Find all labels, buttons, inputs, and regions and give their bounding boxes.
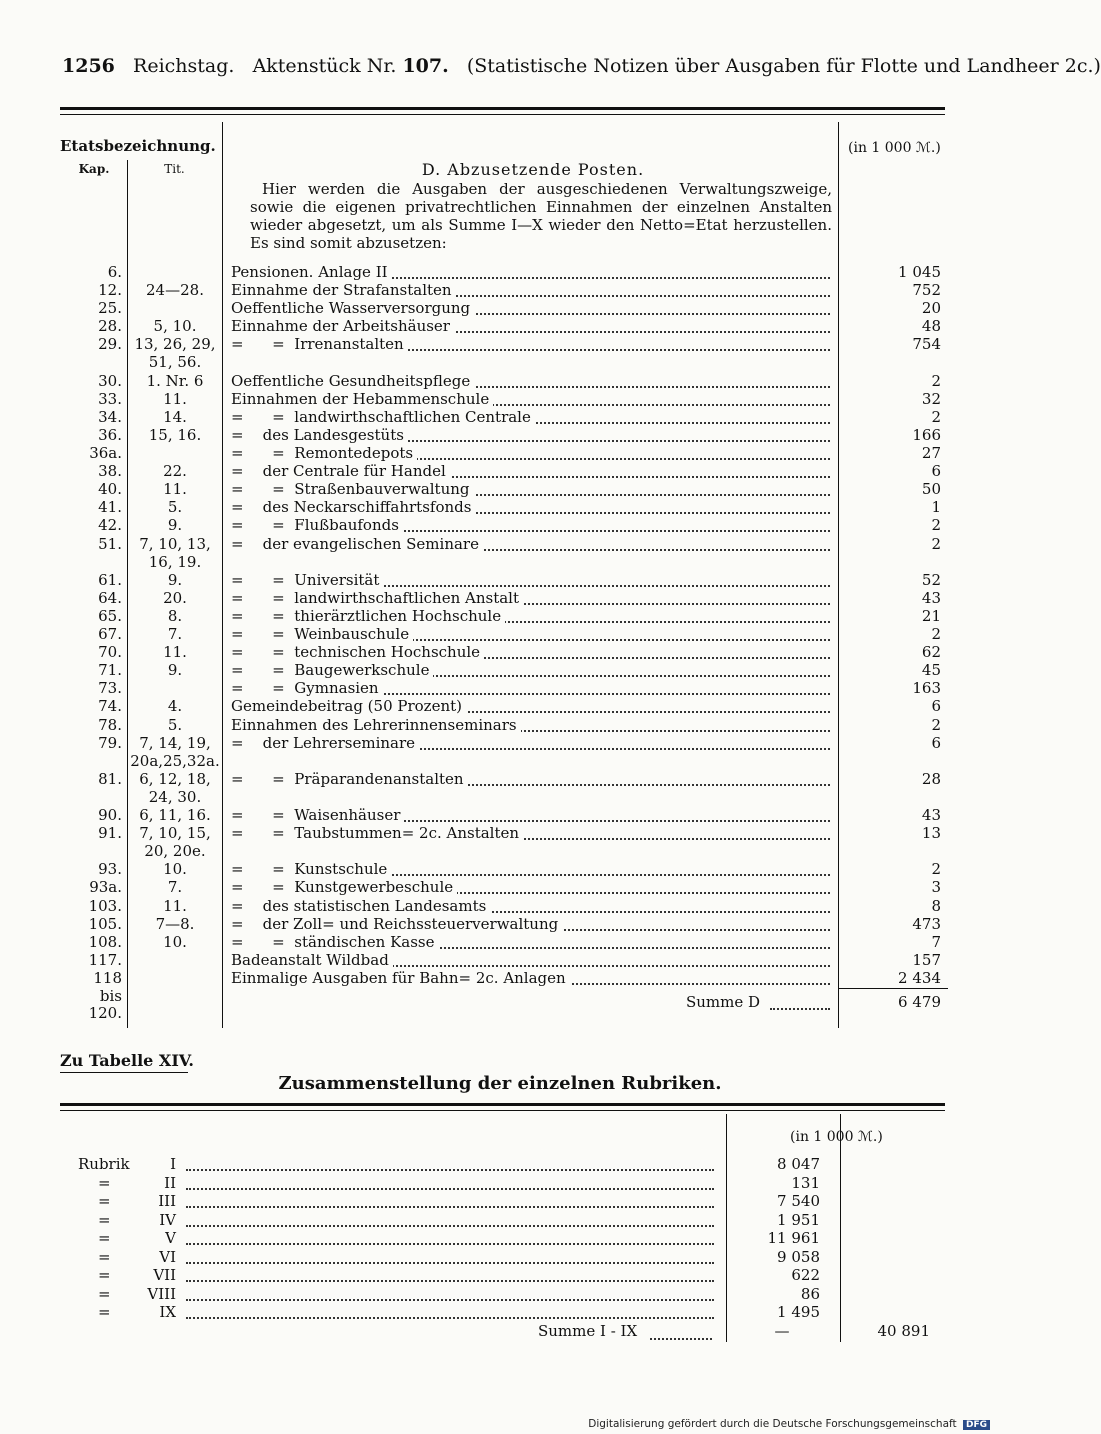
row-label: Einnahme der Strafanstalten	[231, 281, 456, 299]
tit-cell: 7, 10, 13,	[139, 535, 211, 553]
tit-cell: 4.	[167, 697, 183, 715]
table-reference: Zu Tabelle XIV.	[60, 1051, 194, 1070]
row-label: = = Remontedepots	[231, 444, 417, 462]
kap-cell: 42.	[98, 516, 122, 534]
sum-rubriken-label: Summe I - IX	[538, 1322, 638, 1340]
kap-cell: 36.	[98, 426, 122, 444]
tit-cell-continued: 24, 30.	[148, 788, 202, 806]
page-header	[62, 55, 1101, 77]
ditto-mark: =	[98, 1303, 111, 1321]
ditto-mark: =	[98, 1248, 111, 1266]
digitization-footer	[588, 1418, 990, 1430]
value-cell: 1	[931, 498, 941, 516]
sum-d-leader	[770, 990, 830, 1010]
value-cell: 48	[921, 317, 941, 335]
kap-cell: 29.	[98, 335, 122, 353]
table2-divider-2	[840, 1114, 841, 1342]
rubrik-value: 622	[791, 1266, 820, 1284]
kap-cell: 64.	[98, 589, 122, 607]
value-cell: 166	[912, 426, 941, 444]
value-cell: 7	[931, 933, 941, 951]
value-cell: 32	[921, 390, 941, 408]
tit-cell-continued: 51, 56.	[148, 353, 202, 371]
tit-cell-continued: 16, 19.	[148, 553, 202, 571]
tit-cell: 9.	[167, 571, 183, 589]
unit-label: (in 1 000 ℳ.)	[848, 140, 941, 156]
kap-cell: 67.	[98, 625, 122, 643]
row-label: = = Baugewerkschule	[231, 661, 433, 679]
row-label: = = landwirthschaftlichen Anstalt	[231, 589, 523, 607]
value-cell: 2	[931, 860, 941, 878]
tit-cell: 7.	[167, 878, 183, 896]
tit-cell: 5.	[167, 498, 183, 516]
rubrik-label: Rubrik	[78, 1155, 130, 1173]
value-cell: 473	[912, 915, 941, 933]
tit-cell: 11.	[163, 480, 187, 498]
kap-cell: 74.	[98, 697, 122, 715]
value-cell: 20	[921, 299, 941, 317]
dot-leader	[186, 1299, 714, 1319]
tit-cell-continued: 20a,25,32a.	[130, 752, 220, 770]
kap-cell: 103.	[88, 897, 122, 915]
row-label: = = Weinbauschule	[231, 625, 413, 643]
header-source: Reichstag.	[133, 55, 235, 77]
row-label: = der Lehrerseminare	[231, 734, 419, 752]
kap-cell: 91.	[98, 824, 122, 842]
row-label: = = ständischen Kasse	[231, 933, 439, 951]
row-label: = der Zoll= und Reichssteuerverwaltung	[231, 915, 562, 933]
value-cell: 50	[921, 480, 941, 498]
tit-cell: 20.	[163, 589, 187, 607]
dot-leader	[186, 1188, 714, 1208]
rubrik-numeral: VIII	[147, 1285, 176, 1303]
kap-cell: 81.	[98, 770, 122, 788]
value-cell: 2	[931, 408, 941, 426]
section-intro: Hier werden die Ausgaben der ausgeschiedenen Verwaltungszweige, sowie die eigenen privatrechtlichen Einnahmen der einzelnen Anstalten wieder abgesetzt, um als Summe I—X wieder den Netto=Etat herzustellen. Es sind somit abzusetzen:	[250, 180, 832, 252]
row-label: = = Kunstschule	[231, 860, 391, 878]
tit-cell: 13, 26, 29,	[134, 335, 216, 353]
value-cell: 2	[931, 535, 941, 553]
tit-cell: 5.	[167, 716, 183, 734]
tit-cell: 11.	[163, 390, 187, 408]
kap-cell: 117.	[88, 951, 122, 969]
kap-cell: 12.	[98, 281, 122, 299]
value-cell: 21	[921, 607, 941, 625]
tit-cell: 7.	[167, 625, 183, 643]
row-label: = = Irrenanstalten	[231, 335, 408, 353]
tit-cell: 5, 10.	[153, 317, 197, 335]
value-cell: 2	[931, 372, 941, 390]
rubrik-value: 9 058	[777, 1248, 820, 1266]
table1-divider-value	[838, 122, 839, 1028]
rubrik-numeral: I	[170, 1155, 176, 1173]
kap-120: 120.	[88, 1004, 122, 1022]
value-cell: 62	[921, 643, 941, 661]
row-label: = = technischen Hochschule	[231, 643, 484, 661]
section2-rule-thick	[60, 1103, 945, 1106]
value-cell: 754	[912, 335, 941, 353]
etat-group-header: Etatsbezeichnung.	[60, 137, 216, 155]
rubrik-numeral: IX	[159, 1303, 176, 1321]
value-cell: 752	[912, 281, 941, 299]
value-cell: 157	[912, 951, 941, 969]
kap-cell: 93a.	[89, 878, 122, 896]
sum-rubriken-dash: —	[774, 1322, 790, 1340]
tit-cell: 15, 16.	[148, 426, 202, 444]
row-label: = = Universität	[231, 571, 383, 589]
rubrik-numeral: III	[158, 1192, 176, 1210]
tit-cell: 24—28.	[146, 281, 204, 299]
ditto-mark: =	[98, 1174, 111, 1192]
table1-sum-rule	[838, 988, 948, 989]
rubrik-value: 1 951	[777, 1211, 820, 1229]
value-cell: 52	[921, 571, 941, 589]
tit-cell: 22.	[163, 462, 187, 480]
page-number: 1256	[62, 55, 115, 77]
value-cell: 8	[931, 897, 941, 915]
row-label: = = Flußbaufonds	[231, 516, 403, 534]
column-header-kap: Kap.	[78, 162, 110, 176]
dot-leader	[186, 1170, 714, 1190]
dot-leader	[186, 1207, 714, 1227]
rubrik-value: 86	[800, 1285, 820, 1303]
dot-leader	[186, 1225, 714, 1245]
header-doc-number: 107.	[402, 55, 449, 77]
dot-leader	[186, 1244, 714, 1264]
tit-cell: 6, 12, 18,	[139, 770, 211, 788]
header-doc-label: Aktenstück Nr.	[252, 55, 397, 77]
kap-cell: 78.	[98, 716, 122, 734]
rubrik-value: 11 961	[767, 1229, 820, 1247]
rubrik-numeral: IV	[159, 1211, 176, 1229]
value-cell: 3	[931, 878, 941, 896]
ditto-mark: =	[98, 1192, 111, 1210]
value-cell: 13	[921, 824, 941, 842]
dfg-logo: DFG	[963, 1420, 990, 1430]
row-label: = = landwirthschaftlichen Centrale	[231, 408, 535, 426]
kap-cell: 70.	[98, 643, 122, 661]
row-label: Oeffentliche Gesundheitspflege	[231, 372, 474, 390]
rubrik-value: 131	[791, 1174, 820, 1192]
value-cell: 6	[931, 697, 941, 715]
kap-cell: 65.	[98, 607, 122, 625]
tit-cell: 8.	[167, 607, 183, 625]
rubrik-value: 7 540	[777, 1192, 820, 1210]
table1-divider-tit	[222, 122, 223, 1028]
ditto-mark: =	[98, 1229, 111, 1247]
row-label: Einnahmen des Lehrerinnenseminars	[231, 716, 521, 734]
row-label: = des Neckarschiffahrtsfonds	[231, 498, 475, 516]
tit-cell-continued: 20, 20e.	[144, 842, 206, 860]
tit-cell: 11.	[163, 643, 187, 661]
row-label: Oeffentliche Wasserversorgung	[231, 299, 474, 317]
tit-cell: 11.	[163, 897, 187, 915]
tit-cell: 7, 14, 19,	[139, 734, 211, 752]
kap-cell: 38.	[98, 462, 122, 480]
kap-cell: 36a.	[89, 444, 122, 462]
kap-cell: 118	[93, 969, 122, 987]
row-label: = = Straßenbauverwaltung	[231, 480, 474, 498]
column-header-tit: Tit.	[164, 162, 185, 176]
value-cell: 2	[931, 516, 941, 534]
dot-leader	[186, 1281, 714, 1301]
kap-cell: 30.	[98, 372, 122, 390]
sum-d-value: 6 479	[898, 993, 941, 1011]
row-label: = = Präparandenanstalten	[231, 770, 468, 788]
tit-cell: 6, 11, 16.	[139, 806, 211, 824]
tit-cell: 7, 10, 15,	[139, 824, 211, 842]
rubrik-numeral: VI	[159, 1248, 176, 1266]
value-cell: 43	[921, 806, 941, 824]
kap-cell: 25.	[98, 299, 122, 317]
ditto-mark: =	[98, 1266, 111, 1284]
rubrik-numeral: II	[164, 1174, 176, 1192]
kap-cell: 61.	[98, 571, 122, 589]
row-label: = = Taubstummen= 2c. Anstalten	[231, 824, 523, 842]
rubrik-numeral: VII	[153, 1266, 176, 1284]
value-cell: 27	[921, 444, 941, 462]
ditto-mark: =	[98, 1211, 111, 1229]
kap-cell: 40.	[98, 480, 122, 498]
kap-cell: 79.	[98, 734, 122, 752]
value-cell: 6	[931, 462, 941, 480]
dot-leader	[186, 1151, 714, 1171]
value-cell: 43	[921, 589, 941, 607]
row-label: = = thierärztlichen Hochschule	[231, 607, 505, 625]
kap-cell: 41.	[98, 498, 122, 516]
row-label: = des Landesgestüts	[231, 426, 408, 444]
tit-cell: 10.	[163, 860, 187, 878]
row-label: = des statistischen Landesamts	[231, 897, 490, 915]
ditto-mark: =	[98, 1285, 111, 1303]
row-label: = = Gymnasien	[231, 679, 383, 697]
section-title: D. Abzusetzende Posten.	[421, 160, 645, 179]
kap-cell: 105.	[88, 915, 122, 933]
kap-cell: 93.	[98, 860, 122, 878]
tit-cell: 9.	[167, 516, 183, 534]
value-cell: 45	[921, 661, 941, 679]
tit-cell: 10.	[163, 933, 187, 951]
header-subtitle: (Statistische Notizen über Ausgaben für Flotte und Landheer 2c.)	[466, 55, 1101, 77]
row-label: Einnahmen der Hebammenschule	[231, 390, 493, 408]
row-label: = = Waisenhäuser	[231, 806, 404, 824]
footer-text: Digitalisierung gefördert durch die Deutsche Forschungsgemeinschaft	[588, 1418, 957, 1430]
kap-cell: 6.	[107, 263, 122, 281]
section2-title: Zusammenstellung der einzelnen Rubriken.	[278, 1073, 722, 1094]
table2-divider-1	[726, 1114, 727, 1342]
row-label: = der evangelischen Seminare	[231, 535, 483, 553]
kap-cell: 108.	[88, 933, 122, 951]
kap-cell: 28.	[98, 317, 122, 335]
rubrik-value: 1 495	[777, 1303, 820, 1321]
tit-cell: 7—8.	[155, 915, 195, 933]
kap-cell: 71.	[98, 661, 122, 679]
tit-cell: 9.	[167, 661, 183, 679]
row-label: Badeanstalt Wildbad	[231, 951, 393, 969]
kap-cell: 51.	[98, 535, 122, 553]
header-rule-thin	[60, 114, 945, 115]
kap-bis: bis	[99, 987, 122, 1005]
value-cell: 163	[912, 679, 941, 697]
sum-rubriken-value: 40 891	[877, 1322, 930, 1340]
row-label: Pensionen. Anlage II	[231, 263, 392, 281]
rubrik-numeral: V	[165, 1229, 176, 1247]
row-label: = der Centrale für Handel	[231, 462, 450, 480]
row-label: Einnahme der Arbeitshäuser	[231, 317, 454, 335]
value-cell: 6	[931, 734, 941, 752]
table2-unit: (in 1 000 ℳ.)	[790, 1129, 883, 1145]
kap-cell: 73.	[98, 679, 122, 697]
kap-cell: 33.	[98, 390, 122, 408]
tit-cell: 14.	[163, 408, 187, 426]
value-cell: 28	[921, 770, 941, 788]
kap-cell: 90.	[98, 806, 122, 824]
dot-leader	[186, 1262, 714, 1282]
tit-cell: 1. Nr. 6	[146, 372, 204, 390]
value-cell: 2	[931, 716, 941, 734]
header-rule-thick	[60, 107, 945, 110]
row-label: Einmalige Ausgaben für Bahn= 2c. Anlagen	[231, 969, 570, 987]
value-cell: 2 434	[898, 969, 941, 987]
value-cell: 1 045	[898, 263, 941, 281]
kap-cell: 34.	[98, 408, 122, 426]
sum-d-label: Summe D	[686, 993, 761, 1011]
value-cell: 2	[931, 625, 941, 643]
section2-rule-thin	[60, 1110, 945, 1111]
row-label: Gemeindebeitrag (50 Prozent)	[231, 697, 466, 715]
sum-rubriken-leader	[650, 1320, 712, 1340]
rubrik-value: 8 047	[777, 1155, 820, 1173]
row-label: = = Kunstgewerbeschule	[231, 878, 457, 896]
